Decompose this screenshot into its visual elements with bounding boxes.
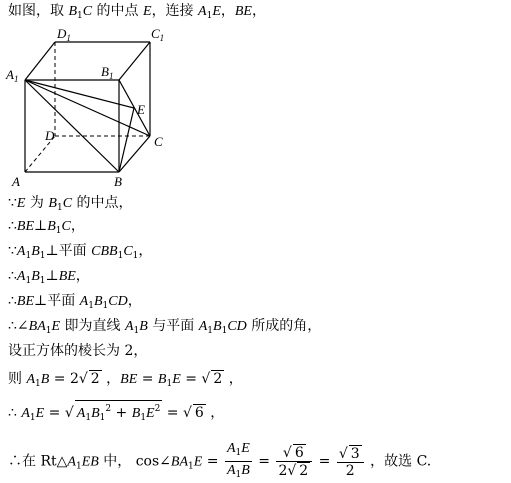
- step-1: ∵E 为 $B_1C$ 的中点，: [8, 195, 133, 213]
- hypotenuse-line: ∴ $A_1E$ = √ $A_1B_1^2 + B_1E^2$ = √ 6 ，: [8, 400, 224, 427]
- label-A1: $A_1$: [6, 67, 19, 84]
- label-C: C: [154, 134, 163, 149]
- step-6: $\therefore\angle BA_1E$ 即为直线 $A_1B$ 与平面 $A_1B_1CD$ 所成的角，: [8, 318, 322, 336]
- cube-figure: [4, 24, 184, 192]
- edge-B1-C1: [119, 42, 150, 80]
- fraction-a1e-a1b: $\frac{A_1E}{A_1B}$: [226, 441, 250, 480]
- fraction-root3-2: $\frac{√ 3}{2}$: [337, 445, 364, 479]
- label-D1: $D_1$: [57, 26, 71, 43]
- step-7: 设正方体的棱长为 2，: [8, 343, 148, 359]
- step-5: ∴BE⊥平面 $A_1B_1CD$，: [8, 293, 142, 311]
- step-3: $\because A_1B_1\perp$平面 $CBB_1C_1$，: [8, 243, 153, 261]
- label-E: E: [137, 102, 145, 117]
- lengths-line: 则 $A_1B = 2√$ 2 ，BE = $B_1E$ = √ 2 ，: [8, 371, 243, 389]
- label-C1: $C_1$: [151, 26, 165, 43]
- intro-line: 如图，取 $B_1C$ 的中点 E，连接 $A_1E$，BE，: [8, 3, 266, 21]
- segment-A1-C: [25, 80, 150, 136]
- edge-A1-D1: [25, 42, 55, 80]
- label-A: A: [12, 174, 20, 189]
- fraction-root6-2root2: $\frac{√ 6}{2√ 2}$: [276, 444, 312, 479]
- step-2: $\therefore BE\perp B_1C$，: [8, 218, 85, 236]
- segment-A1-B: [25, 80, 119, 172]
- step-4: $\therefore A_1B_1\perp BE$，: [8, 268, 90, 286]
- segment-B1-C: [119, 80, 150, 136]
- conclusion-line: ∴在 $Rt\triangle A_1EB$ 中， $\cos\angle BA_1E$ = $\frac{A_1E}{A_1B}$ = $\frac{√ 6}{2√ 2}$ = $\frac{√ 3}{2}$ ，故选 C.: [8, 440, 431, 483]
- label-D: D: [45, 128, 55, 143]
- label-B1: $B_1$: [101, 64, 114, 81]
- label-B: B: [114, 174, 122, 189]
